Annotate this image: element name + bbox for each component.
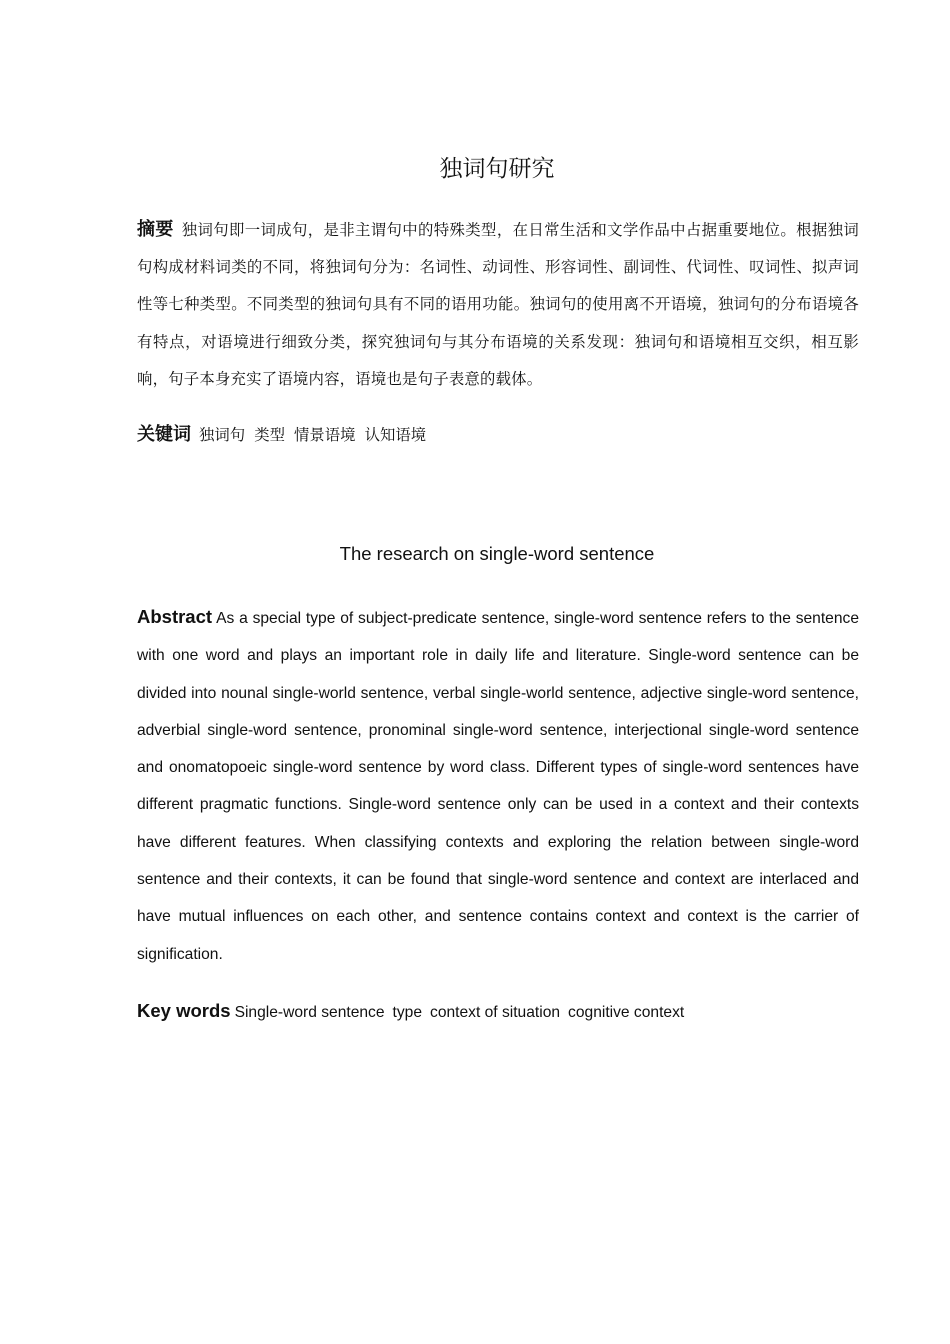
chinese-keyword: 独词句 (199, 426, 246, 444)
english-keywords-label: Key words (137, 1000, 231, 1021)
english-abstract-text: As a special type of subject-predicate sentence, single-word sentence refers to the sentence with one word and plays an important role in daily life and literature. Single-word sentence can be divided into nounal single-world sentence, verbal single-world sentence, adjective single-word sentence, adverbial single-word sentence, pronominal single-word sentence, interjectional single-word sentence and onomatopoeic single-word sentence by word class. Different types of single-word sentences have different pragmatic functions. Single-word sentence only can be used in a context and their contexts have different features. When classifying contexts and exploring the relation between single-word sentence and their contexts, it can be found that single-word sentence and context are interlaced and have mutual influences on each other, and sentence contains context and context is the carrier of signification. (137, 610, 859, 963)
chinese-abstract-label: 摘要 (137, 219, 174, 240)
chinese-abstract (137, 211, 859, 398)
english-keyword: cognitive context (568, 1004, 685, 1021)
english-keywords (137, 1000, 692, 1022)
english-abstract (137, 598, 859, 973)
english-title: The research on single-word sentence (339, 543, 655, 564)
chinese-keywords-label: 关键词 (137, 424, 191, 445)
chinese-keyword: 认知语境 (364, 426, 427, 444)
english-keyword: Single-word sentence (234, 1004, 385, 1021)
chinese-keywords (137, 420, 435, 446)
chinese-title: 独词句研究 (439, 156, 555, 182)
chinese-abstract-text: 独词句即一词成句，是非主谓句中的特殊类型，在日常生活和文学作品中占据重要地位。根据独词句构成材料词类的不同，将独词句分为：名词性、动词性、形容词性、副词性、代词性、叹词性、拟声词性等七种类型。不同类型的独词句具有不同的语用功能。独词句的使用离不开语境，独词句的分布语境各有特点，对语境进行细致分类，探究独词句与其分布语境的关系发现：独词句和语境相互交织，相互影响，句子本身充实了语境内容，语境也是句子表意的载体。 (137, 221, 859, 388)
english-abstract-label: Abstract (137, 606, 213, 627)
english-keyword: type (392, 1004, 423, 1021)
english-keyword: context of situation (430, 1004, 561, 1021)
chinese-keyword: 类型 (254, 426, 285, 444)
chinese-keyword: 情景语境 (293, 426, 356, 444)
